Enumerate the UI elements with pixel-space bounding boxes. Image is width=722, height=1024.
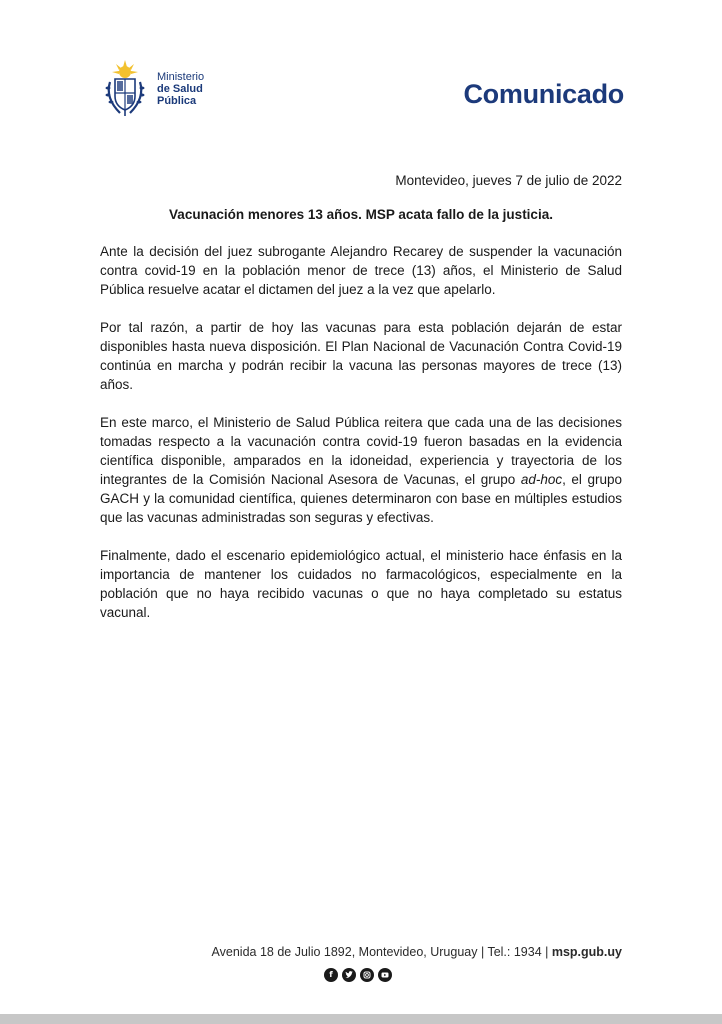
instagram-icon[interactable]: [360, 968, 374, 982]
document-kind-title: Comunicado: [463, 79, 624, 109]
paragraph-text: En este marco, el Ministerio de Salud Pública reitera que cada una de las decisiones tomadas respecto a la vacunación contra covid-19 fueron basadas en la evidencia científica disponible, amparados en la idoneidad, experiencia y trayectoria de los integrantes de la Comisión Nacional Asesora de Vacunas, el grupo: [100, 415, 622, 487]
social-icons: [324, 968, 392, 982]
document-body: [100, 242, 622, 641]
place-date: Montevideo, jueves 7 de julio de 2022: [395, 173, 622, 188]
ministry-name-line3: Pública: [157, 95, 197, 107]
youtube-icon[interactable]: [378, 968, 392, 982]
paragraph-text: , el grupo GACH y la comunidad científica, quienes determinaron con base en múltiples estudios que las vacunas administradas son seguras y efectivas.: [100, 472, 622, 525]
paragraph-italic-term: ad-hoc: [520, 472, 563, 487]
ministry-logo: [100, 58, 204, 120]
footer-website-link[interactable]: msp.gub.uy: [551, 945, 622, 959]
footer-address: Avenida 18 de Julio 1892, Montevideo, Uruguay | Tel.: 1934 |: [211, 945, 552, 959]
paragraph: [100, 413, 622, 527]
footer-contact: [100, 945, 622, 959]
ministry-name-line2: de Salud: [157, 83, 203, 95]
twitter-icon[interactable]: [342, 968, 356, 982]
coat-of-arms-icon: [100, 58, 150, 120]
paragraph: Finalmente, dado el escenario epidemiológico actual, el ministerio hace énfasis en la importancia de mantener los cuidados no farmacológicos, especialmente en la población que no haya recibido vacunas o que no haya completado su estatus vacunal.: [100, 548, 622, 620]
bottom-edge-strip: [0, 1014, 722, 1024]
ministry-name-line1: Ministerio: [157, 71, 205, 83]
press-release-headline: Vacunación menores 13 años. MSP acata fallo de la justicia.: [169, 207, 553, 222]
facebook-icon[interactable]: f: [324, 968, 338, 982]
paragraph: Por tal razón, a partir de hoy las vacunas para esta población dejarán de estar disponibles hasta nueva disposición. El Plan Nacional de Vacunación Contra Covid-19 continúa en marcha y podrán recibir la vacuna las personas mayores de trece (13) años.: [100, 320, 622, 392]
ministry-name: [157, 71, 204, 107]
paragraph: Ante la decisión del juez subrogante Alejandro Recarey de suspender la vacunación contra covid-19 en la población menor de trece (13) años, el Ministerio de Salud Pública resuelve acatar el dictamen del juez a la vez que apelarlo.: [100, 244, 622, 297]
